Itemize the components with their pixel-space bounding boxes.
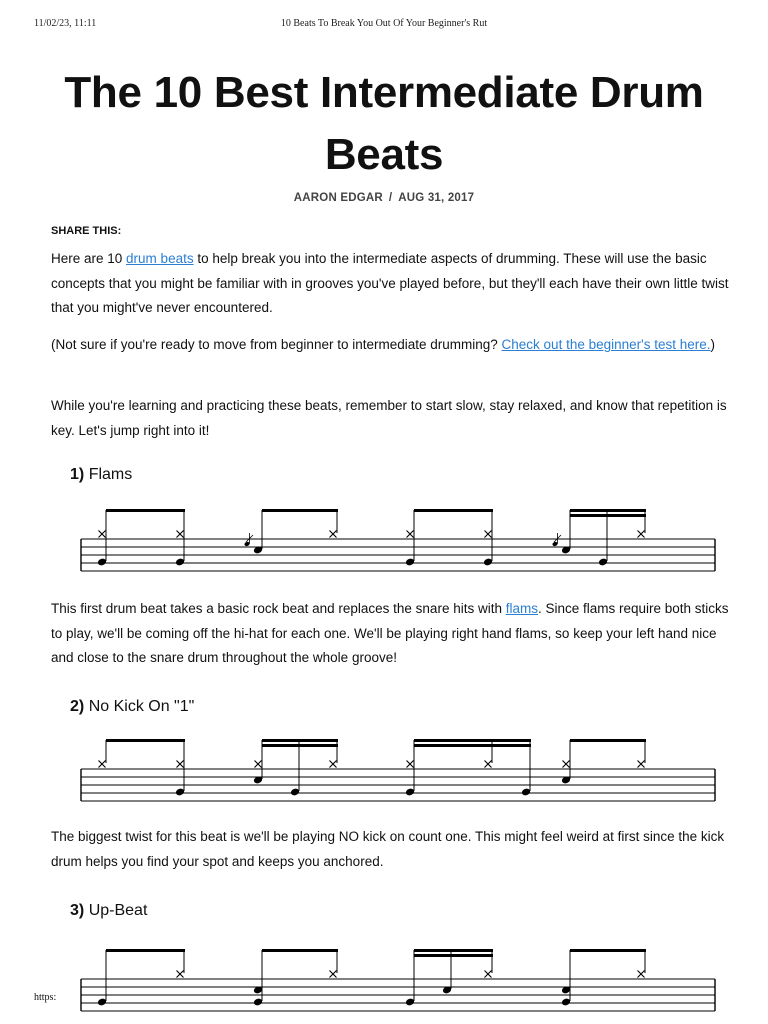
- publish-date: AUG 31, 2017: [398, 192, 475, 204]
- hihat-note: [407, 761, 414, 768]
- practice-paragraph: While you're learning and practicing these beats, remember to start slow, stay relaxed, and know that repetition is key. Let's jump right into it!: [51, 398, 727, 438]
- beam: [414, 739, 531, 742]
- beat-1-text-end: . Since flams require both sticks to play, we'll be coming off the hi-hat for each one. We'll be playing right hand flams, so keep your left hand nice and close to the snare drum throughout the whole groove!: [51, 601, 729, 665]
- readiness-text-end: ): [710, 337, 715, 352]
- intro-text-end: to help break you into the intermediate aspects of drumming. These will use the basic concepts that you might be familiar with in grooves you've played before, but they'll each have their own little twist that you might've never encountered.: [51, 251, 729, 315]
- beat-3-number: 3): [70, 902, 85, 919]
- intro-paragraph: [51, 247, 741, 321]
- beam: [570, 739, 646, 742]
- hihat-note: [99, 761, 106, 768]
- beginners-test-link[interactable]: Check out the beginner's test here.: [501, 337, 711, 352]
- intro-text-start: Here are 10: [51, 251, 127, 266]
- hihat-note: [638, 971, 645, 978]
- author-name[interactable]: AARON EDGAR: [293, 192, 383, 204]
- print-document-title: 10 Beats To Break You Out Of Your Beginner's Rut: [280, 18, 488, 29]
- hihat-note: [177, 761, 184, 768]
- beat-1-description: [51, 597, 741, 671]
- drum-beats-link[interactable]: drum beats: [126, 251, 194, 266]
- article-title: The 10 Best Intermediate Drum Beats: [64, 68, 704, 179]
- hihat-note: [177, 531, 184, 538]
- hihat-note: [177, 971, 184, 978]
- hihat-note: [99, 531, 106, 538]
- beam: [570, 949, 646, 952]
- hihat-note: [330, 531, 337, 538]
- hihat-note: [638, 531, 645, 538]
- beat-2-number: 2): [70, 698, 85, 715]
- beat-3-name: Up-Beat: [88, 902, 148, 919]
- beam: [106, 949, 185, 952]
- beam: [106, 509, 185, 512]
- beat-1-number: 1): [70, 466, 85, 483]
- flams-link[interactable]: flams: [505, 601, 538, 616]
- print-header: [0, 18, 768, 34]
- beam: [414, 509, 493, 512]
- beam: [414, 954, 493, 957]
- beat-1-text-start: This first drum beat takes a basic rock beat and replaces the snare hits with: [51, 601, 506, 616]
- beam: [106, 739, 185, 742]
- hihat-note: [485, 971, 492, 978]
- hihat-note: [255, 761, 262, 768]
- beat-2-notation: [75, 730, 725, 802]
- beat-2-description: The biggest twist for this beat is we'll be playing NO kick on count one. This might feel weird at first since the kick drum helps you find your spot and keeps you anchored.: [51, 829, 725, 869]
- byline-separator: /: [388, 192, 393, 204]
- beam: [570, 514, 646, 517]
- beam: [570, 509, 646, 512]
- readiness-paragraph: [51, 333, 741, 358]
- beam: [262, 739, 338, 742]
- beat-3-notation: [75, 940, 725, 1012]
- beam: [262, 509, 338, 512]
- beam: [262, 949, 338, 952]
- hihat-note: [563, 761, 570, 768]
- print-timestamp: 11/02/23, 11:11: [34, 18, 97, 29]
- hihat-note: [330, 761, 337, 768]
- beat-1-name: Flams: [88, 466, 133, 483]
- hihat-note: [407, 531, 414, 538]
- share-label: SHARE THIS:: [51, 225, 122, 237]
- beat-1-notation: [75, 500, 725, 572]
- hihat-note: [485, 761, 492, 768]
- beam: [414, 744, 531, 747]
- hihat-note: [485, 531, 492, 538]
- hihat-note: [638, 761, 645, 768]
- beat-3-heading: [70, 902, 147, 920]
- beat-2-heading: [70, 698, 194, 716]
- beam: [414, 949, 493, 952]
- beam: [262, 744, 338, 747]
- beat-1-heading: [70, 466, 132, 484]
- beat-2-name: No Kick On "1": [88, 698, 195, 715]
- byline: [0, 192, 768, 204]
- print-footer-url: https:: [34, 992, 57, 1003]
- readiness-text-start: (Not sure if you're ready to move from beginner to intermediate drumming?: [51, 337, 502, 352]
- hihat-note: [330, 971, 337, 978]
